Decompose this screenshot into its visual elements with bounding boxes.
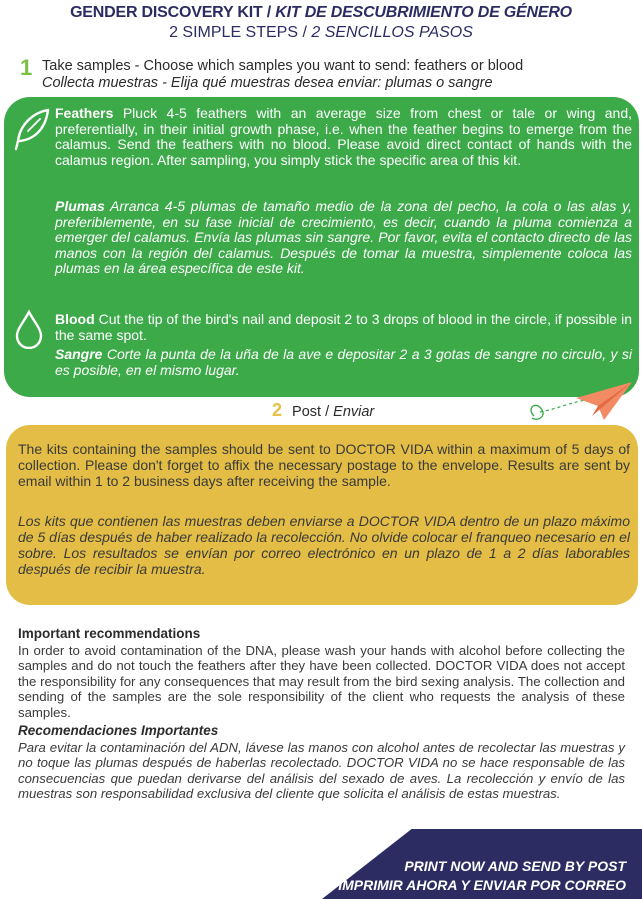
- feathers-text-en: Pluck 4-5 feathers with an average size from chest or tale or wing and, preferentially, in their initial growth phase, i.e. when the feather begins to emerge from the calamus. Send the feathers with no blood. Please avoid direct contact of hands with the calamus region. After sampling, you simply stick the specific area of this kit.: [55, 105, 632, 168]
- step-2-label-en: Post /: [292, 404, 330, 420]
- step-1-text-es: Collecta muestras - Elija qué muestras desea enviar: plumas o sangre: [42, 75, 493, 91]
- subtitle-en: 2 SIMPLE STEPS /: [169, 24, 307, 41]
- footer-line-es: IMPRIMIR AHORA Y ENVIAR POR CORREO: [338, 877, 626, 893]
- paper-plane-icon: [524, 378, 634, 428]
- feathers-text-es: Arranca 4-5 plumas de tamaño medio de la zona del pecho, la cola o las alas y, preferiblemente, en su fase inicial de crecimiento, es decir, cuando la pluma comienza a emerger del calamus. Envía las plumas sin sangre. Por favor, evita el contacto directo de las manos con la región del calamus. Después de tomar la muestra, simplemente coloca las plumas en la área específica de este kit.: [55, 198, 633, 277]
- samples-panel: [4, 97, 639, 397]
- page-subtitle: [0, 24, 642, 42]
- feathers-en: [55, 106, 632, 168]
- blood-en: [55, 312, 632, 343]
- blood-text-es: Corte la punta de la uña de la ave e depositar 2 a 3 gotas de sangre no circulo, y si es posible, en el mismo lugar.: [55, 346, 633, 378]
- recommendations-heading-en: Important recommendations: [18, 626, 201, 641]
- step-1-instructions: [42, 58, 632, 92]
- blood-es: [55, 347, 632, 378]
- step-2-label-es: Enviar: [333, 404, 375, 420]
- recommendations-text-en: In order to avoid contamination of the DNA, please wash your hands with alcohol before collecting the samples and do not touch the feathers after they have been collected. DOCTOR VIDA does not accept the responsibility for any consequences that may result from the bird sexing analysis. The collection and sending of the samples are the sole responsibility of the client who requests the analysis of these samples.: [18, 643, 625, 720]
- step-2-number: 2: [272, 400, 283, 420]
- title-es: KIT DE DESCUBRIMIENTO DE GÉNERO: [275, 4, 572, 21]
- feathers-es: [55, 199, 632, 277]
- post-text-es: Los kits que contienen las muestras deben enviarse a DOCTOR VIDA dentro de un plazo máximo de 5 días después de haber realizado la recolección. No olvide colocar el franqueo necesario en el sobre. Los resultados se envían por correo electrónico en un plazo de 1 a 2 días laborables después de recibir la muestra.: [18, 513, 630, 577]
- page-title: [0, 4, 642, 22]
- blood-label-en: Blood: [55, 311, 95, 327]
- post-text-en: The kits containing the samples should be sent to DOCTOR VIDA within a maximum of 5 days of collection. Please don't forget to affix the necessary postage to the envelope. Results are sent by email within 1 to 2 business days after receiving the sample.: [18, 441, 630, 489]
- step-1-text-en: Take samples - Choose which samples you want to send: feathers or blood: [42, 58, 524, 74]
- recommendations-heading-es: Recomendaciones Importantes: [18, 723, 219, 738]
- feathers-label-es: Plumas: [55, 198, 105, 214]
- title-en: GENDER DISCOVERY KIT /: [70, 4, 272, 21]
- post-panel: [6, 425, 638, 605]
- blood-drop-icon: [13, 309, 45, 349]
- step-1-number: 1: [20, 55, 33, 80]
- recommendations-text-es: Para evitar la contaminación del ADN, lávese las manos con alcohol antes de recolectar las muestras y no toque las plumas después de haberlas recolectado. DOCTOR VIDA no se hace responsable de las consecuencias que puedan derivarse del análisis del sexado de aves. La recolección y envío de las muestras son responsabilidad exclusiva del cliente que solicita el análisis de estas muestras.: [18, 740, 625, 802]
- feathers-label-en: Feathers: [55, 105, 114, 121]
- subtitle-es: 2 SENCILLOS PASOS: [311, 24, 473, 41]
- feather-icon: [10, 107, 52, 153]
- blood-text-en: Cut the tip of the bird's nail and deposit 2 to 3 drops of blood in the circle, if possible in the same spot.: [55, 311, 633, 343]
- blood-label-es: Sangre: [55, 346, 103, 362]
- footer-line-en: PRINT NOW AND SEND BY POST: [404, 858, 626, 874]
- step-2-heading: [272, 400, 374, 421]
